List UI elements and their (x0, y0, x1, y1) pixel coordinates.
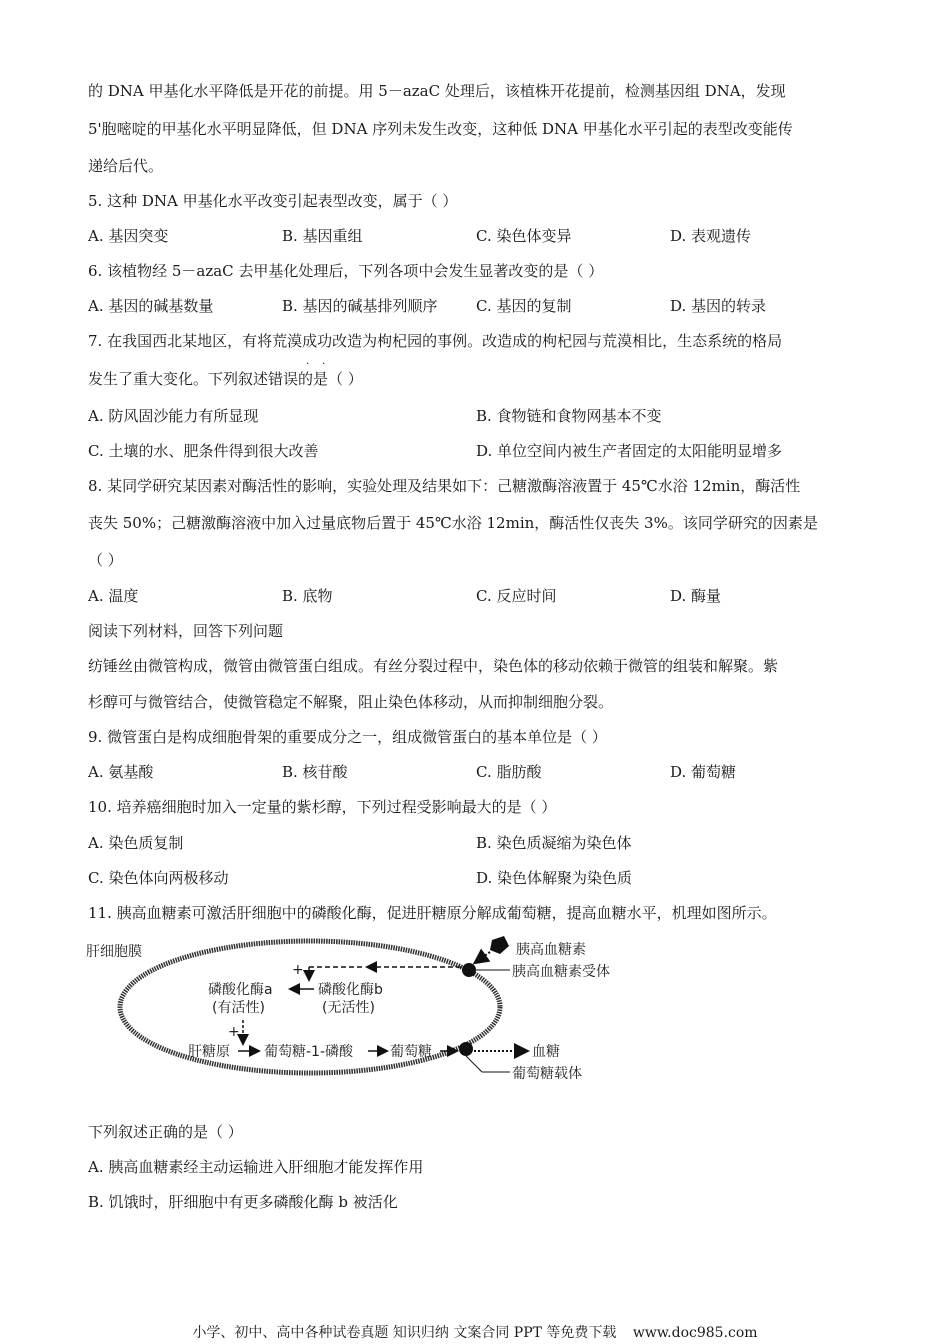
glucagon-shape (490, 936, 509, 954)
q6-option-d: D. 基因的转录 (670, 297, 767, 315)
question-11-stem: 11. 胰高血糖素可激活肝细胞中的磷酸化酶，促进肝糖原分解成葡萄糖，提高血糖水平，机理如图所示。 (88, 904, 777, 922)
question-8-stem-line1: 8. 某同学研究某因素对酶活性的影响，实验处理及结果如下：己糖激酶溶液置于 45℃水浴 12min，酶活性 (88, 477, 801, 495)
q8-option-a: A. 温度 (88, 587, 139, 605)
q6-option-a: A. 基因的碱基数量 (88, 297, 214, 315)
glucose-transporter-shape (459, 1042, 473, 1056)
emphasis-dot: · (306, 359, 310, 370)
enzyme-a-label: 磷酸化酶a (208, 982, 273, 998)
membrane-label: 肝细胞膜 (86, 944, 142, 960)
glucagon-mechanism-diagram (86, 930, 646, 1090)
reading-line: 纺锤丝由微管构成，微管由微管蛋白组成。有丝分裂过程中，染色体的移动依赖于微管的组装和解聚。紫 (88, 657, 779, 675)
q8-option-d: D. 酶量 (670, 587, 722, 605)
q9-option-b: B. 核苷酸 (282, 763, 348, 781)
receptor-label: 胰高血糖素受体 (512, 964, 610, 980)
plus-sign: + (292, 962, 304, 978)
blood-sugar-label: 血糖 (532, 1044, 560, 1060)
q9-option-d: D. 葡萄糖 (670, 763, 737, 781)
q10-option-d: D. 染色体解聚为染色质 (476, 869, 633, 887)
q5-option-c: C. 染色体变异 (476, 227, 572, 245)
enzyme-b-note: (无活性) (322, 1000, 375, 1016)
q9-option-c: C. 脂肪酸 (476, 763, 542, 781)
reading-heading: 阅读下列材料，回答下列问题 (88, 622, 284, 640)
q5-option-b: B. 基因重组 (282, 227, 363, 245)
question-7-stem-line2: 发生了重大变化。下列叙述错误的是（ ） (88, 370, 363, 388)
passage-line: 5'胞嘧啶的甲基化水平明显降低，但 DNA 序列未发生改变，这种低 DNA 甲基化水平引起的表型改变能传 (88, 120, 793, 138)
passage-line: 递给后代。 (88, 157, 164, 175)
g1p-label: 葡萄糖-1-磷酸 (264, 1044, 354, 1060)
question-11-prompt: 下列叙述正确的是（ ） (88, 1123, 243, 1141)
q10-option-b: B. 染色质凝缩为染色体 (476, 834, 632, 852)
reading-line: 杉醇可与微管结合，使微管稳定不解聚，阻止染色体移动，从而抑制细胞分裂。 (88, 693, 614, 711)
plus-sign: + (228, 1024, 240, 1040)
transporter-label: 葡萄糖载体 (512, 1066, 582, 1082)
enzyme-a-note: (有活性) (212, 1000, 265, 1016)
q10-option-c: C. 染色体向两极移动 (88, 869, 229, 887)
q10-option-a: A. 染色质复制 (88, 834, 184, 852)
passage-line: 的 DNA 甲基化水平降低是开花的前提。用 5－azaC 处理后，该植株开花提前，检测基因组 DNA，发现 (88, 82, 786, 100)
q5-option-d: D. 表观遗传 (670, 227, 752, 245)
q7-option-d: D. 单位空间内被生产者固定的太阳能明显增多 (476, 442, 783, 460)
q6-option-b: B. 基因的碱基排列顺序 (282, 297, 438, 315)
receptor-shape (462, 963, 476, 977)
q8-option-b: B. 底物 (282, 587, 333, 605)
glucose-label: 葡萄糖 (390, 1044, 432, 1060)
enzyme-b-label: 磷酸化酶b (318, 982, 383, 998)
q11-option-a: A. 胰高血糖素经主动运输进入肝细胞才能发挥作用 (88, 1158, 424, 1176)
emphasis-dot: · (322, 359, 326, 370)
page-footer (0, 1322, 950, 1342)
question-9-stem: 9. 微管蛋白是构成细胞骨架的重要成分之一，组成微管蛋白的基本单位是（ ） (88, 728, 607, 746)
q7-option-c: C. 土壤的水、肥条件得到很大改善 (88, 442, 319, 460)
q7-option-a: A. 防风固沙能力有所显现 (88, 407, 259, 425)
footer-website-link[interactable]: www.doc985.com (632, 1325, 758, 1341)
question-8-stem-line2: 丧失 50%；己糖激酶溶液中加入过量底物后置于 45℃水浴 12min，酶活性仅丧失 3%。该同学研究的因素是 (88, 514, 818, 532)
q7-option-b: B. 食物链和食物网基本不变 (476, 407, 662, 425)
footer-text: 小学、初中、高中各种试卷真题 知识归纳 文案合同 PPT 等免费下载 (192, 1325, 617, 1341)
q11-option-b: B. 饥饿时，肝细胞中有更多磷酸化酶 b 被活化 (88, 1193, 398, 1211)
q8-option-c: C. 反应时间 (476, 587, 557, 605)
q5-option-a: A. 基因突变 (88, 227, 169, 245)
q6-option-c: C. 基因的复制 (476, 297, 572, 315)
q9-option-a: A. 氨基酸 (88, 763, 154, 781)
question-5-stem: 5. 这种 DNA 甲基化水平改变引起表型改变，属于（ ） (88, 192, 458, 210)
glycogen-label: 肝糖原 (188, 1044, 230, 1060)
question-6-stem: 6. 该植物经 5－azaC 去甲基化处理后，下列各项中会发生显著改变的是（ ） (88, 262, 604, 280)
glucagon-label: 胰高血糖素 (516, 942, 586, 958)
question-10-stem: 10. 培养癌细胞时加入一定量的紫杉醇，下列过程受影响最大的是（ ） (88, 798, 557, 816)
question-8-stem-line3: （ ） (88, 551, 123, 569)
question-7-stem-line1: 7. 在我国西北某地区，有将荒漠成功改造为枸杞园的事例。改造成的枸杞园与荒漠相比，生态系统的格局 (88, 332, 783, 350)
